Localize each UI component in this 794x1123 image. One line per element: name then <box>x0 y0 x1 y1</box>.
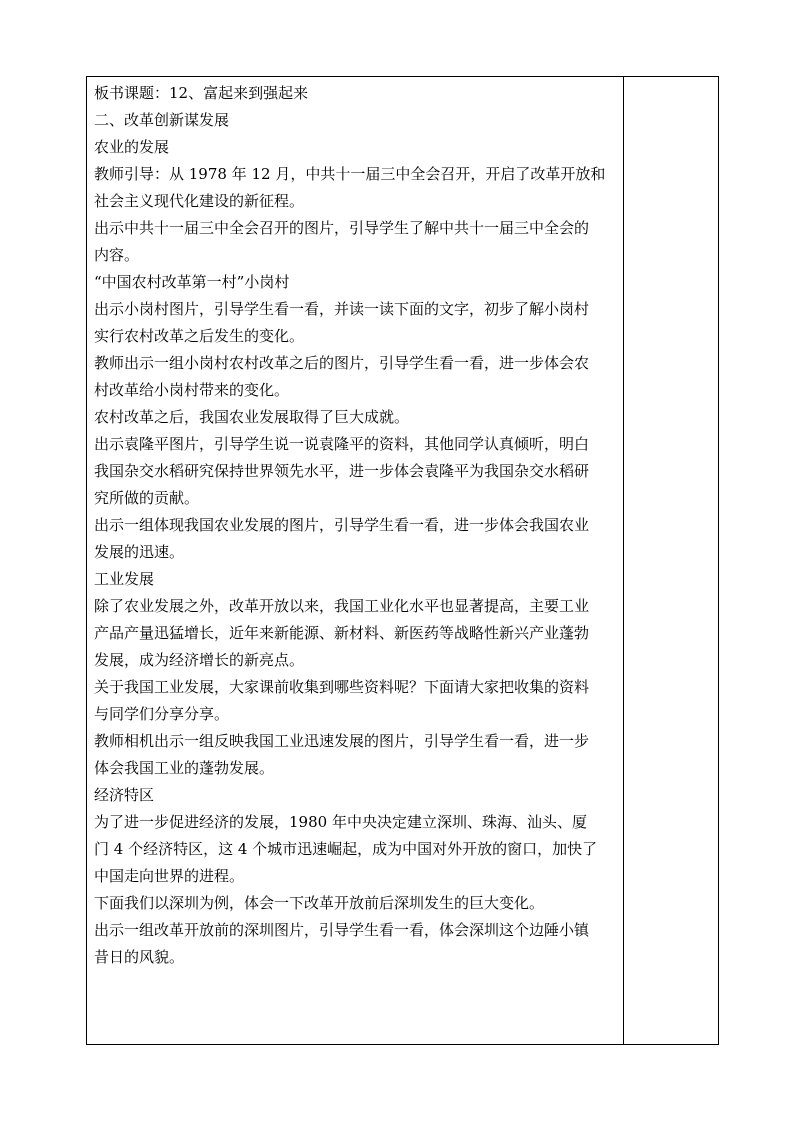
paragraph-line: 究所做的贡献。 <box>94 489 200 507</box>
paragraph-line: 关于我国工业发展，大家课前收集到哪些资料呢？下面请大家把收集的资料 <box>94 678 590 696</box>
paragraph-line: 除了农业发展之外，改革开放以来，我国工业化水平也显著提高，主要工业 <box>94 597 590 615</box>
paragraph-line: 村改革给小岗村带来的变化。 <box>94 381 290 399</box>
paragraph-line: 教师相机出示一组反映我国工业迅速发展的图片，引导学生看一看，进一步 <box>94 732 590 750</box>
section-heading: 二、改革创新谋发展 <box>94 111 230 129</box>
paragraph-line: 为了进一步促进经济的发展，1980 年中央决定建立深圳、珠海、汕头、厦 <box>94 813 587 831</box>
paragraph-line: 我国杂交水稻研究保持世界领先水平，进一步体会袁隆平为我国杂交水稻研 <box>94 462 590 480</box>
lesson-content <box>94 80 620 971</box>
paragraph-line: 农村改革之后，我国农业发展取得了巨大成就。 <box>94 408 410 426</box>
paragraph-line: 教师出示一组小岗村农村改革之后的图片，引导学生看一看，进一步体会农 <box>94 354 590 372</box>
paragraph-line: 实行农村改革之后发生的变化。 <box>94 327 305 345</box>
paragraph-line: 门 4 个经济特区，这 4 个城市迅速崛起，成为中国对外开放的窗口，加快了 <box>94 840 598 858</box>
subheading-xiaogang: “中国农村改革第一村”小岗村 <box>94 273 290 291</box>
subheading-special-zones: 经济特区 <box>94 786 155 804</box>
paragraph-line: 发展的迅速。 <box>94 543 185 561</box>
notes-cell <box>624 77 718 1044</box>
paragraph-line: 出示中共十一届三中全会召开的图片，引导学生了解中共十一届三中全会的 <box>94 219 590 237</box>
paragraph-line: 出示一组改革开放前的深圳图片，引导学生看一看，体会深圳这个边陲小镇 <box>94 921 590 939</box>
paragraph-line: 出示一组体现我国农业发展的图片，引导学生看一看，进一步体会我国农业 <box>94 516 590 534</box>
paragraph-line: 内容。 <box>94 246 140 264</box>
paragraph-line: 出示小岗村图片，引导学生看一看，并读一读下面的文字，初步了解小岗村 <box>94 300 590 318</box>
paragraph-line: 出示袁隆平图片，引导学生说一说袁隆平的资料，其他同学认真倾听，明白 <box>94 435 590 453</box>
paragraph-line: 下面我们以深圳为例，体会一下改革开放前后深圳发生的巨大变化。 <box>94 894 545 912</box>
board-title: 板书课题：12、富起来到强起来 <box>94 84 309 102</box>
paragraph-line: 产品产量迅猛增长，近年来新能源、新材料、新医药等战略性新兴产业蓬勃 <box>94 624 590 642</box>
subheading-industry: 工业发展 <box>94 570 155 588</box>
paragraph-line: 发展，成为经济增长的新亮点。 <box>94 651 305 669</box>
paragraph-line: 体会我国工业的蓬勃发展。 <box>94 759 275 777</box>
paragraph-line: 社会主义现代化建设的新征程。 <box>94 192 305 210</box>
paragraph-line: 与同学们分享分享。 <box>94 705 230 723</box>
subheading-agriculture: 农业的发展 <box>94 138 170 156</box>
paragraph-line: 教师引导：从 1978 年 12 月，中共十一届三中全会召开，开启了改革开放和 <box>94 165 606 183</box>
paragraph-line: 昔日的风貌。 <box>94 948 185 966</box>
paragraph-line: 中国走向世界的进程。 <box>94 867 245 885</box>
